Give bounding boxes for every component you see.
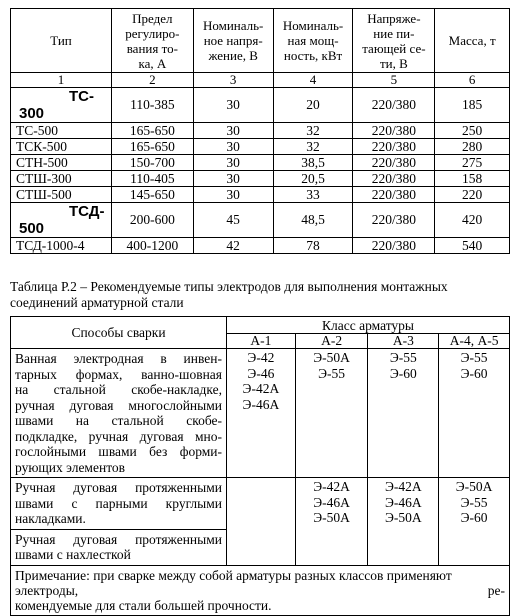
table-caption: Таблица Р.2 – Рекомендуемые типы электродов для выполнения монтажных соединений арматурной стали xyxy=(10,279,448,310)
table-row xyxy=(11,88,510,123)
mass-cell: 158 xyxy=(435,171,510,187)
header-current-range: Предел регулиро- вания то- ка, А xyxy=(111,9,193,73)
electrodes-a3: Э-42А Э-46А Э-50А xyxy=(368,478,439,566)
range-cell: 110-405 xyxy=(111,171,193,187)
voltage-cell: 30 xyxy=(193,155,273,171)
power-cell: 38,5 xyxy=(273,155,353,171)
header-mass: Масса, т xyxy=(435,9,510,73)
electrodes-a1 xyxy=(227,478,296,566)
mains-cell: 220/380 xyxy=(353,238,435,254)
electrodes-a2: Э-50А Э-55 xyxy=(295,349,368,478)
col-number: 4 xyxy=(273,73,353,88)
table-row xyxy=(11,171,510,187)
voltage-cell: 45 xyxy=(193,203,273,238)
mains-cell: 220/380 xyxy=(353,203,435,238)
table-note: Примечание: при сварке между собой арматуры разных классов применяют электроды, ре- комендуемые для стали большей прочности. xyxy=(11,565,510,615)
type-cell: СТШ-300 xyxy=(11,171,112,187)
table-row xyxy=(11,349,510,478)
table-row xyxy=(11,187,510,203)
class-a1: А-1 xyxy=(227,334,296,349)
electrodes-a2: Э-42А Э-46А Э-50А xyxy=(295,478,368,566)
mass-cell: 540 xyxy=(435,238,510,254)
header-class: Класс арматуры xyxy=(227,317,510,334)
header-methods: Способы сварки xyxy=(11,317,227,349)
header-mains: Напряже- ние пи- тающей се- ти, В xyxy=(353,9,435,73)
col-number: 3 xyxy=(193,73,273,88)
mains-cell: 220/380 xyxy=(353,88,435,123)
voltage-cell: 30 xyxy=(193,139,273,155)
range-cell: 165-650 xyxy=(111,139,193,155)
mass-cell: 250 xyxy=(435,123,510,139)
voltage-cell: 30 xyxy=(193,171,273,187)
voltage-cell: 30 xyxy=(193,123,273,139)
range-cell: 145-650 xyxy=(111,187,193,203)
col-number: 1 xyxy=(11,73,112,88)
power-cell: 20 xyxy=(273,88,353,123)
voltage-cell: 30 xyxy=(193,88,273,123)
mains-cell: 220/380 xyxy=(353,187,435,203)
table-row xyxy=(11,155,510,171)
range-cell: 200-600 xyxy=(111,203,193,238)
col-number: 2 xyxy=(111,73,193,88)
mass-cell: 280 xyxy=(435,139,510,155)
mains-cell: 220/380 xyxy=(353,171,435,187)
table-row xyxy=(11,238,510,254)
table-row xyxy=(11,565,510,615)
type-cell: СТШ-500 xyxy=(11,187,112,203)
power-cell: 48,5 xyxy=(273,203,353,238)
electrodes-table xyxy=(10,316,510,616)
power-cell: 78 xyxy=(273,238,353,254)
table-row xyxy=(11,139,510,155)
class-a3: А-3 xyxy=(368,334,439,349)
welding-transformers-table xyxy=(10,8,510,254)
range-cell: 110-385 xyxy=(111,88,193,123)
header-power: Номиналь- ная мощ- ность, кВт xyxy=(273,9,353,73)
method-cell: Ручная дуговая протяженными швами с нахлесткой xyxy=(11,529,227,565)
header-voltage: Номиналь- ное напря- жение, В xyxy=(193,9,273,73)
electrodes-a1: Э-42 Э-46 Э-42А Э-46А xyxy=(227,349,296,478)
method-cell: Ручная дуговая протяженными швами с парными круглыми накладками. xyxy=(11,478,227,530)
class-a4-a5: А-4, А-5 xyxy=(439,334,510,349)
mains-cell: 220/380 xyxy=(353,123,435,139)
range-cell: 165-650 xyxy=(111,123,193,139)
voltage-cell: 30 xyxy=(193,187,273,203)
table-row xyxy=(11,123,510,139)
method-cell: Ванная электродная в инвен- тарных формах, ванно-шовная на стальной скобе-накладке, ручная дуговая многослойными швами на стальной скобе- подкладке, ручная дуговая мно- гослойными швами без форми- рующих элементов xyxy=(11,349,227,478)
mains-cell: 220/380 xyxy=(353,155,435,171)
table-row xyxy=(11,478,510,530)
power-cell: 33 xyxy=(273,187,353,203)
voltage-cell: 42 xyxy=(193,238,273,254)
type-cell: ТСК-500 xyxy=(11,139,112,155)
electrodes-a4-a5: Э-55 Э-60 xyxy=(439,349,510,478)
electrodes-a4-a5: Э-50А Э-55 Э-60 xyxy=(439,478,510,566)
type-cell: ТСД- 500 xyxy=(11,203,112,238)
power-cell: 20,5 xyxy=(273,171,353,187)
col-number: 5 xyxy=(353,73,435,88)
col-number: 6 xyxy=(435,73,510,88)
mains-cell: 220/380 xyxy=(353,139,435,155)
table-row xyxy=(11,203,510,238)
mass-cell: 275 xyxy=(435,155,510,171)
electrodes-a3: Э-55 Э-60 xyxy=(368,349,439,478)
power-cell: 32 xyxy=(273,123,353,139)
mass-cell: 420 xyxy=(435,203,510,238)
range-cell: 150-700 xyxy=(111,155,193,171)
range-cell: 400-1200 xyxy=(111,238,193,254)
type-cell: ТС-500 xyxy=(11,123,112,139)
type-cell: СТН-500 xyxy=(11,155,112,171)
type-cell: ТСД-1000-4 xyxy=(11,238,112,254)
class-a2: А-2 xyxy=(295,334,368,349)
power-cell: 32 xyxy=(273,139,353,155)
header-type: Тип xyxy=(11,9,112,73)
mass-cell: 185 xyxy=(435,88,510,123)
type-cell: ТС- 300 xyxy=(11,88,112,123)
mass-cell: 220 xyxy=(435,187,510,203)
